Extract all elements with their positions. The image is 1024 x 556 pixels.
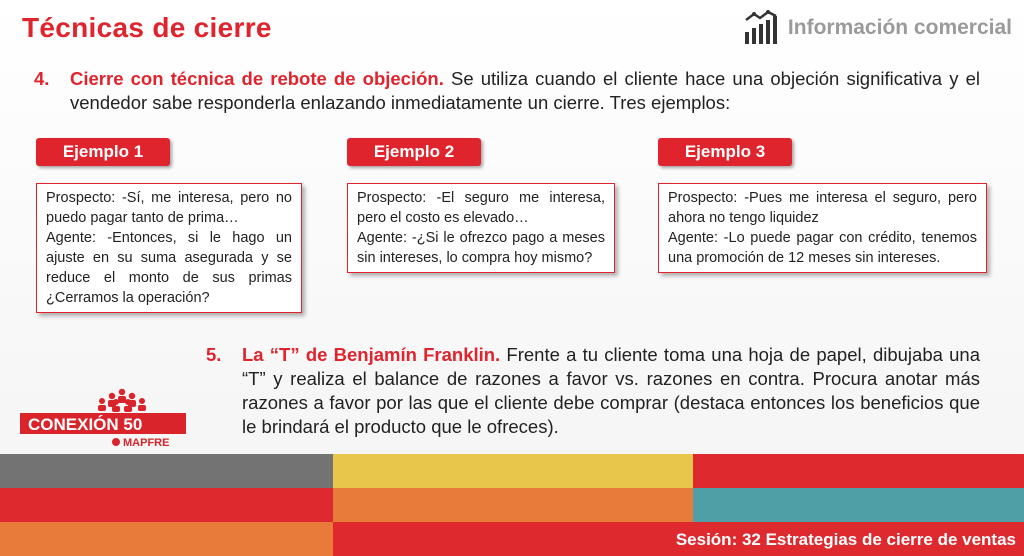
conexion-50-logo: [20, 386, 200, 448]
page-title: Técnicas de cierre: [22, 12, 272, 43]
prospect-line: Prospecto: -Pues me interesa el seguro, pero ahora no tengo liquidez: [668, 190, 977, 226]
footer-stripe: [333, 488, 693, 522]
footer-stripe: [0, 522, 333, 556]
session-label: Sesión: 32 Estrategias de cierre de ventas: [675, 530, 1016, 549]
footer-stripe: [693, 488, 1024, 522]
technique-5: [206, 343, 980, 439]
logo-name: CONEXIÓN 50: [28, 415, 143, 434]
item-number: 4.: [34, 68, 50, 89]
item-number: 5.: [206, 344, 222, 365]
item-text: Se utiliza cuando el cliente hace una objeción significativa y el vendedor sabe responderla enlazando inmediatamente un cierre. Tres ejemplos:: [70, 68, 980, 113]
example-3-card: [658, 183, 987, 273]
item-body: [242, 343, 980, 439]
item-body: [70, 67, 980, 115]
brand-label: Información comercial: [787, 16, 1012, 39]
item-text: Frente a tu cliente toma una hoja de papel, dibujaba una “T” y realiza el balance de razones a favor vs. razones en contra. Procura anotar más razones a favor por las que el cliente debe comprar (destaca entonces los beneficios que le brindará el producto que le ofreces).: [242, 344, 980, 437]
example-3-tab: Ejemplo 3: [658, 138, 792, 166]
handshake-chart-icon: [742, 10, 780, 46]
footer-stripe: [333, 454, 693, 488]
logo-sub: MAPFRE: [123, 437, 170, 448]
footer-stripe: [0, 454, 333, 488]
agent-line: Agente: -Lo puede pagar con crédito, tenemos una promoción de 12 meses sin intereses.: [668, 230, 977, 266]
example-1-tab: Ejemplo 1: [36, 138, 170, 166]
item-heading: La “T” de Benjamín Franklin.: [242, 344, 501, 365]
example-2-card: [347, 183, 615, 273]
item-heading: Cierre con técnica de rebote de objeción.: [70, 68, 444, 89]
technique-4: [34, 67, 980, 115]
prospect-line: Prospecto: -Sí, me interesa, pero no puedo pagar tanto de prima…: [46, 190, 292, 226]
prospect-line: Prospecto: -El seguro me interesa, pero el costo es elevado…: [357, 190, 605, 226]
agent-line: Agente: -Entonces, si le hago un ajuste en su suma asegurada y se reduce el monto de sus primas ¿Cerramos la operación?: [46, 230, 292, 306]
brand-header: [742, 10, 1012, 46]
agent-line: Agente: -¿Si le ofrezco pago a meses sin intereses, lo compra hoy mismo?: [357, 230, 605, 266]
example-2-tab: Ejemplo 2: [347, 138, 481, 166]
footer-stripe: [0, 488, 333, 522]
footer-stripe: [693, 454, 1024, 488]
example-1-card: [36, 183, 302, 313]
